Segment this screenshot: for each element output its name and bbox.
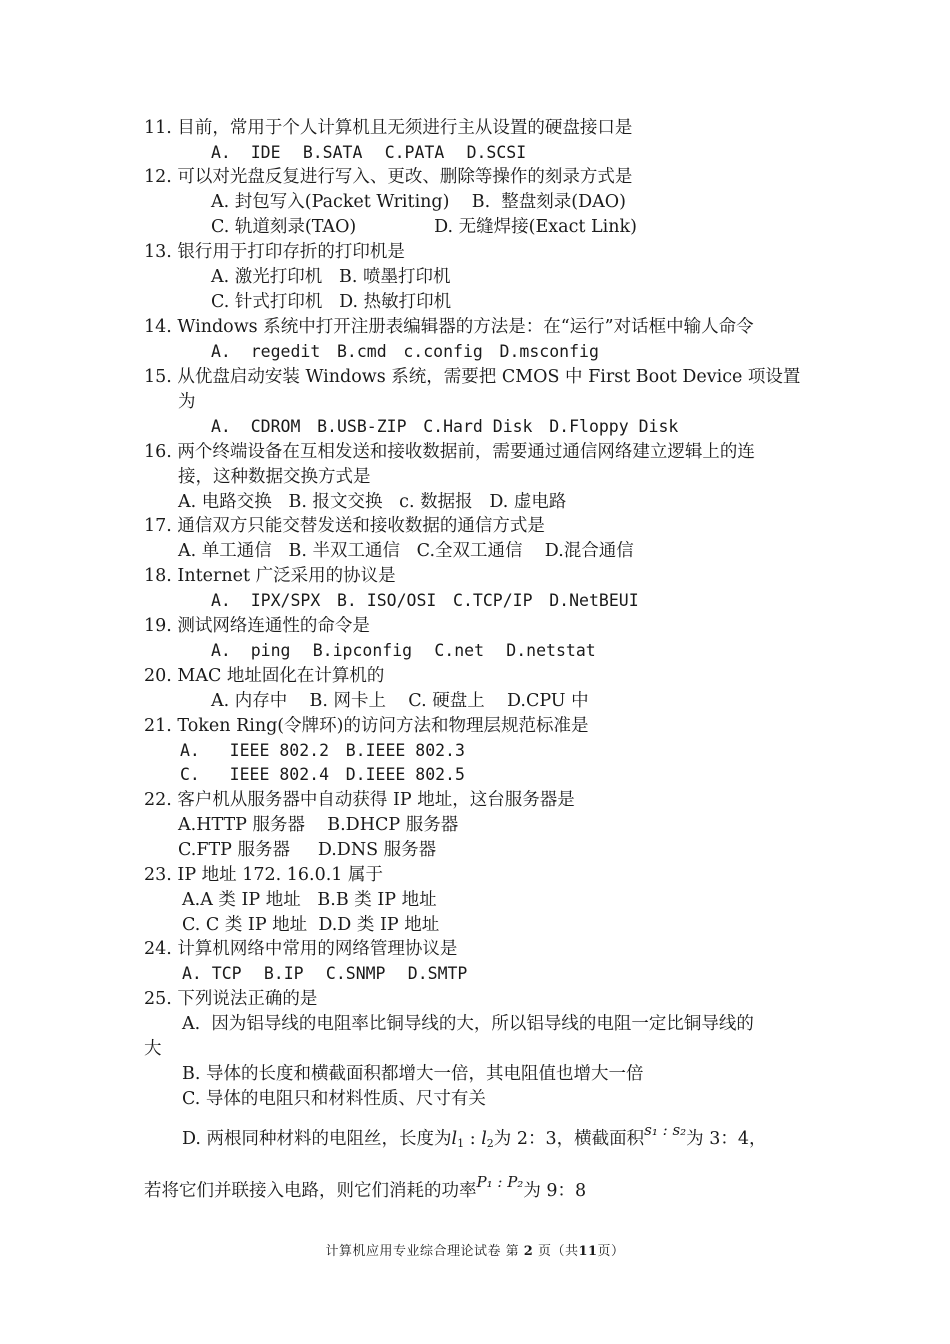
page-number: 2 [523,1244,534,1259]
options-18 [211,590,639,612]
option-d: D.netstat [506,641,596,660]
options-16 [178,491,566,513]
option-d: D. 虚电路 [489,492,567,512]
question-stem: IP 地址 172. 16.0.1 属于 [177,865,383,885]
area-ratio: s₁ : s₂ [644,1121,687,1139]
question-22 [144,789,575,811]
length-symbol: l [481,1129,487,1149]
option-b: B.IP [263,964,304,983]
option-d: D.NetBEUI [549,591,639,610]
option-c: C. IEEE 802.4 [180,765,330,784]
question-20 [144,665,384,687]
question-17 [144,515,545,537]
question-number: 11. [144,118,172,138]
option-d: D.SMTP [407,964,468,983]
option-c: C. 针式打印机 [211,292,323,312]
option-a: A. TCP [182,964,242,983]
option-a: A. 封包写入(Packet Writing) [211,192,450,212]
option-b: B.DHCP 服务器 [327,815,459,835]
option-b: B. ISO/OSI [336,591,437,610]
option-25-d [182,1121,767,1155]
question-number: 22. [144,790,172,810]
question-15 [144,366,800,388]
page-total: 11 [578,1244,598,1259]
option-c: C.TCP/IP [453,591,533,610]
question-number: 16. [144,442,172,462]
option-d: D.DNS 服务器 [317,840,437,860]
page-footer [0,1243,950,1261]
option-b: B. 网卡上 [309,691,387,711]
options-23-row2 [182,914,439,936]
option-b: B.B 类 IP 地址 [317,890,437,910]
option-a: A. IPX/SPX [211,591,321,610]
option-text: 若将它们并联接入电路，则它们消耗的功率 [144,1181,477,1201]
option-a: A. 内存中 [211,691,288,711]
option-a: A. regedit [211,342,321,361]
question-15-continued: 为 [178,392,196,412]
question-stem: 两个终端设备在互相发送和接收数据前，需要通过通信网络建立逻辑上的连 [177,442,755,462]
question-13 [144,241,405,263]
option-a: A. ping [211,641,291,660]
option-text: D. 两根同种材料的电阻丝，长度为 [182,1129,452,1149]
option-a: A. 电路交换 [178,492,272,512]
option-d: D.D 类 IP 地址 [318,915,440,935]
question-stem: 通信双方只能交替发送和接收数据的通信方式是 [177,516,545,536]
options-19 [211,640,596,662]
option-25-d-continued [144,1173,587,1202]
page-label: 页（共 [537,1244,579,1259]
options-21-row1 [180,740,465,762]
option-25-a: A. 因为铝导线的电阻率比铜导线的大，所以铝导线的电阻一定比铜导线的 [182,1014,754,1034]
option-b: B. 喷墨打印机 [338,267,451,287]
option-d: D.SCSI [466,143,527,162]
options-13-row1 [211,266,450,288]
option-a: A. CDROM [211,417,301,436]
subscript: 1 [457,1137,465,1150]
options-22-row1 [178,814,458,836]
question-stem: 客户机从服务器中自动获得 IP 地址，这台服务器是 [177,790,575,810]
options-13-row2 [211,291,451,313]
question-stem: 下列说法正确的是 [177,989,318,1009]
option-b: B.SATA [302,143,363,162]
length-symbol: l [451,1129,458,1149]
options-15 [211,416,678,438]
option-a: A.A 类 IP 地址 [182,890,301,910]
option-c: C. C 类 IP 地址 [182,915,308,935]
option-a: A. 激光打印机 [211,267,323,287]
option-25-a-continued: 大 [144,1039,162,1059]
option-b: B.USB-ZIP [317,417,407,436]
option-b: B.cmd [336,342,387,361]
option-d: D.IEEE 802.5 [345,765,465,784]
option-text: 为 3：4， [686,1129,767,1149]
question-12 [144,166,632,188]
question-number: 13. [144,242,172,262]
option-c: C.Hard Disk [423,417,533,436]
option-c: C.net [434,641,485,660]
option-c: C. 轨道刻录(TAO) [211,217,357,237]
options-22-row2 [178,839,436,861]
question-21 [144,715,588,737]
option-a: A. 单工通信 [178,541,272,561]
question-stem: 计算机网络中常用的网络管理协议是 [177,939,458,959]
power-ratio: P₁ : P₂ [476,1173,524,1191]
option-a: A. IDE [211,143,281,162]
question-stem: Internet 广泛采用的协议是 [177,566,396,586]
option-c: c. 数据报 [399,492,473,512]
question-stem: 银行用于打印存折的打印机是 [177,242,405,262]
question-25 [144,988,317,1010]
option-c: C.SNMP [325,964,386,983]
option-b: B. 报文交换 [288,492,383,512]
options-17 [178,540,634,562]
option-d: D. 无缝焊接(Exact Link) [434,217,637,237]
question-number: 15. [144,367,172,387]
question-stem: 可以对光盘反复进行写入、更改、删除等操作的刻录方式是 [177,167,633,187]
question-number: 20. [144,666,172,686]
option-c: C.全双工通信 [416,541,523,561]
question-stem: 从优盘启动安装 Windows 系统，需要把 CMOS 中 First Boot Device 项设置 [177,367,801,387]
option-25-b: B. 导体的长度和横截面积都增大一倍，其电阻值也增大一倍 [182,1064,644,1084]
options-12-row2 [211,216,637,238]
option-b: B. 半双工通信 [288,541,400,561]
option-d: D.CPU 中 [506,691,589,711]
question-24 [144,938,457,960]
exam-title: 计算机应用专业综合理论试卷 [325,1244,501,1259]
option-b: B. 整盘刻录(DAO) [471,192,626,212]
question-11 [144,117,632,139]
option-text: 为 2：3，横截面积 [493,1129,645,1149]
question-number: 25. [144,989,172,1009]
options-20 [211,690,589,712]
question-stem: Token Ring(令牌环)的访问方法和物理层规范标准是 [177,716,589,736]
option-text: 为 9：8 [523,1181,587,1201]
option-d: D.混合通信 [544,541,634,561]
option-d: D.Floppy Disk [549,417,679,436]
question-number: 12. [144,167,172,187]
question-number: 17. [144,516,172,536]
option-c: C. 硬盘上 [408,691,485,711]
options-11 [211,142,526,164]
question-number: 18. [144,566,172,586]
option-b: B.IEEE 802.3 [345,741,465,760]
question-16-continued: 接，这种数据交换方式是 [178,467,371,487]
option-a: A. IEEE 802.2 [180,741,330,760]
option-d: D.msconfig [499,342,599,361]
subscript: 2 [486,1137,494,1150]
option-a: A.HTTP 服务器 [178,815,305,835]
question-stem: 目前，常用于个人计算机且无须进行主从设置的硬盘接口是 [177,118,633,138]
question-number: 21. [144,716,172,736]
options-12-row1 [211,191,626,213]
ratio-colon: : [464,1129,482,1149]
option-d: D. 热敏打印机 [339,292,452,312]
page-label: 页） [597,1244,625,1259]
question-number: 24. [144,939,172,959]
page-label: 第 [505,1244,520,1259]
option-c: c.config [403,342,483,361]
options-21-row2 [180,764,465,786]
options-14 [211,341,599,363]
option-c: C.PATA [384,143,445,162]
question-number: 19. [144,616,172,636]
question-stem: MAC 地址固化在计算机的 [177,666,385,686]
option-b: B.ipconfig [312,641,413,660]
question-18 [144,565,396,587]
option-c: C.FTP 服务器 [178,840,290,860]
question-16 [144,441,755,463]
question-14 [144,316,754,338]
question-19 [144,615,370,637]
question-stem: Windows 系统中打开注册表编辑器的方法是：在“运行”对话框中输人命令 [177,317,754,337]
question-stem: 测试网络连通性的命令是 [177,616,370,636]
options-24 [182,963,467,985]
option-25-c: C. 导体的电阻只和材料性质、尺寸有关 [182,1089,486,1109]
question-number: 14. [144,317,172,337]
question-23 [144,864,383,886]
options-23-row1 [182,889,437,911]
question-number: 23. [144,865,172,885]
